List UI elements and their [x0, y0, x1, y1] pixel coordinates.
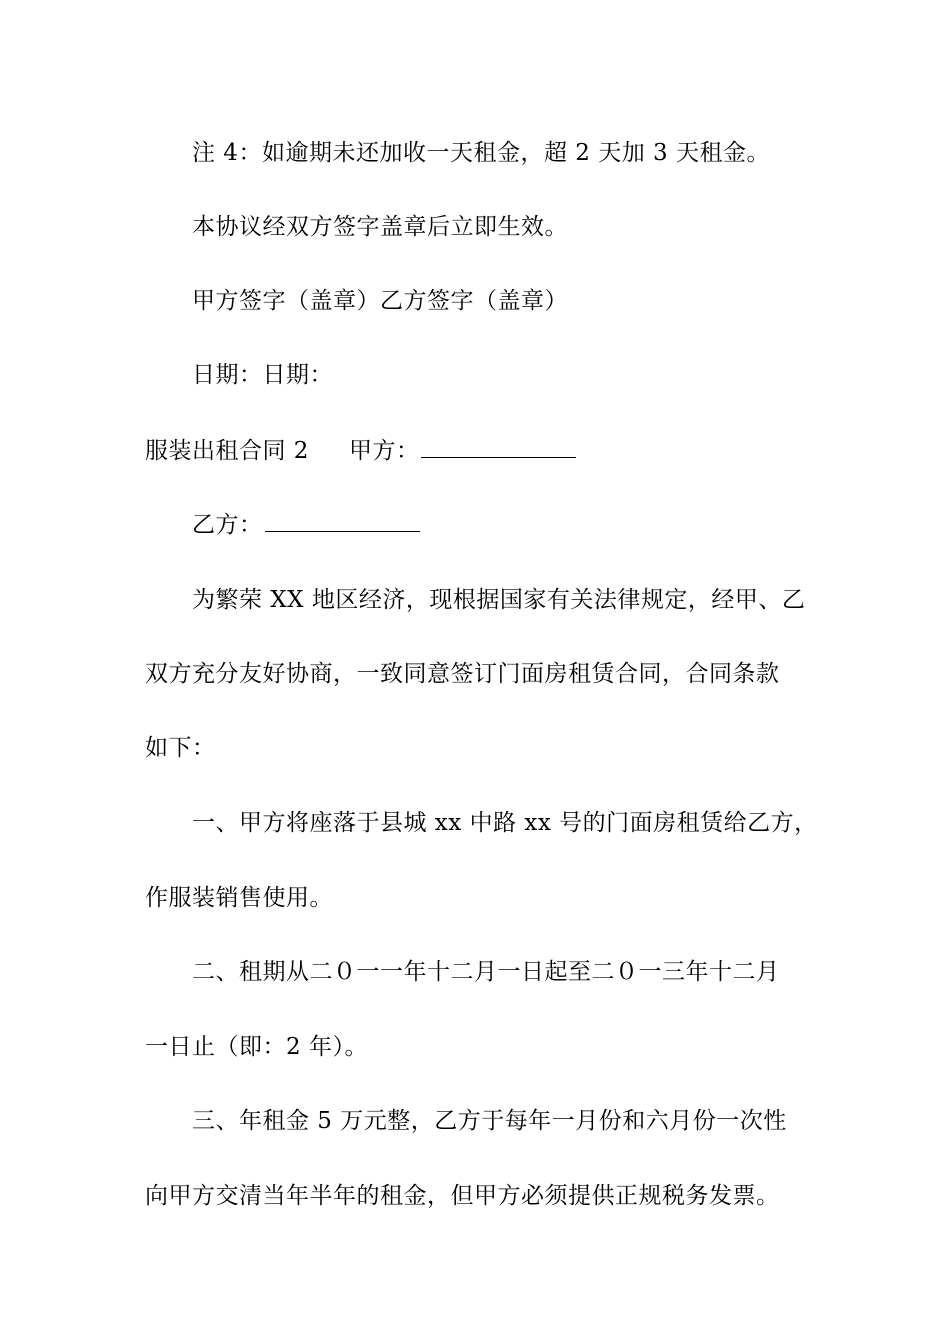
party-a-label: 甲方：	[348, 438, 420, 464]
party-b-row	[192, 509, 420, 540]
clause-3-line-1: 三、年租金 5 万元整，乙方于每年一月份和六月份一次性	[192, 1108, 787, 1134]
clause-3-line-2: 向甲方交清当年半年的租金，但甲方必须提供正规税务发票。	[145, 1183, 780, 1209]
signature-line: 甲方签字（盖章）乙方签字（盖章）	[192, 288, 568, 314]
party-b-label: 乙方：	[192, 512, 263, 538]
effective-clause: 本协议经双方签字盖章后立即生效。	[192, 214, 568, 240]
party-a-blank	[421, 435, 576, 458]
clause-2-line-1: 二、租期从二０一一年十二月一日起至二０一三年十二月	[192, 959, 780, 985]
clause-1-line-2: 作服装销售使用。	[145, 885, 333, 911]
clause-2-line-2: 一日止（即：2 年）。	[145, 1034, 368, 1060]
contract-title-row	[145, 435, 576, 466]
date-line: 日期：日期：	[192, 362, 333, 388]
party-b-blank	[265, 509, 420, 532]
intro-line-3: 如下：	[145, 735, 216, 761]
contract-title: 服装出租合同 2	[145, 438, 309, 464]
intro-line-2: 双方充分友好协商，一致同意签订门面房租赁合同，合同条款	[145, 661, 780, 687]
note-4-paragraph: 注 4：如逾期未还加收一天租金，超 2 天加 3 天租金。	[192, 140, 770, 166]
clause-1-line-1: 一、甲方将座落于县城 xx 中路 xx 号的门面房租赁给乙方，	[192, 810, 818, 836]
intro-line-1: 为繁荣 XX 地区经济，现根据国家有关法律规定，经甲、乙	[192, 587, 806, 613]
